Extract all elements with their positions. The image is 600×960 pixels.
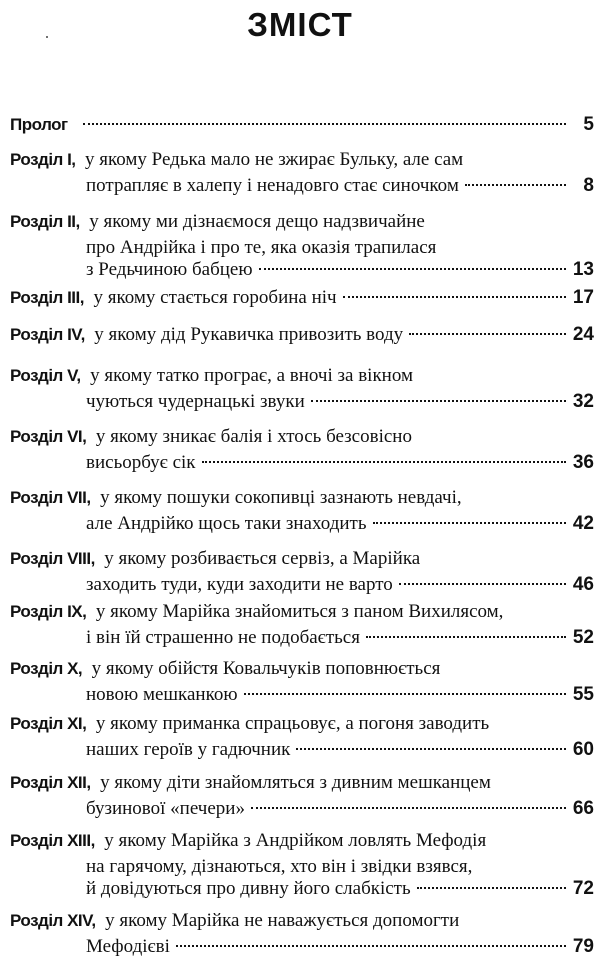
page-number: 24	[572, 324, 594, 345]
chapter-label: Розділ VIII,	[10, 549, 95, 568]
toc-entry-first-line	[10, 285, 594, 311]
chapter-description: у якому Марійка з Андрійком ловлять Мефодія	[104, 830, 487, 851]
chapter-label: Розділ XIII,	[10, 831, 95, 850]
toc-entry-line	[86, 796, 594, 822]
toc-entry-line	[86, 682, 594, 708]
chapter-description: у якому розбивається сервіз, а Марійка	[104, 548, 421, 569]
chapter-description: у якому пошуки сокопивці зазнають невдачі,	[100, 487, 462, 508]
chapter-description: і він їй страшенно не подобається	[86, 627, 360, 648]
toc-entry-line	[86, 173, 594, 199]
dot-leader	[366, 636, 566, 638]
chapter-description: й довідуються про дивну його слабкість	[86, 878, 411, 899]
toc-entry-line	[86, 572, 594, 598]
page-number: 42	[572, 513, 594, 534]
chapter-label: Розділ IX,	[10, 602, 87, 621]
page-number: 46	[572, 574, 594, 595]
toc-entry-line	[86, 737, 594, 763]
toc-entry-line	[86, 389, 594, 415]
dot-leader	[409, 333, 566, 335]
toc-entry-line	[86, 257, 594, 283]
toc-entry-line	[86, 876, 594, 902]
toc-entry-first-line	[10, 209, 594, 235]
page-number: 79	[572, 936, 594, 957]
dot-leader	[373, 522, 567, 524]
chapter-description: у якому татко програє, а вночі за вікном	[90, 365, 414, 386]
chapter-description: у якому Редька мало не зжирає Бульку, але сам	[85, 149, 464, 170]
toc-entry-first-line	[10, 656, 594, 682]
chapter-description: з Редьчиною бабцею	[86, 259, 253, 280]
page-number: 36	[572, 452, 594, 473]
chapter-label: Розділ I,	[10, 150, 76, 169]
chapter-description: висьорбує сік	[86, 452, 196, 473]
page-title: ЗМІСТ	[247, 6, 353, 43]
toc-entry-line	[86, 511, 594, 537]
dot-leader	[296, 748, 566, 750]
chapter-label: Розділ IV,	[10, 325, 85, 344]
chapter-label: Розділ V,	[10, 366, 81, 385]
page-number: 5	[583, 114, 594, 135]
toc-entry-first-line	[10, 711, 594, 737]
toc-entry-line	[86, 934, 594, 960]
page-number: 72	[572, 878, 594, 899]
page-number: 8	[583, 175, 594, 196]
chapter-description: заходить туди, куди заходити не варто	[86, 574, 393, 595]
toc-entry-first-line	[10, 424, 594, 450]
chapter-description: у якому дід Рукавичка привозить воду	[94, 324, 404, 345]
toc-entry-first-line	[10, 363, 594, 389]
toc-entry-first-line	[10, 147, 594, 173]
toc-entry-first-line	[10, 828, 594, 854]
page-number: 32	[572, 391, 594, 412]
page-number: 52	[572, 627, 594, 648]
dot-leader	[259, 268, 566, 270]
chapter-label: Розділ II,	[10, 212, 80, 231]
chapter-description: у якому зникає балія і хтось безсовісно	[95, 426, 412, 447]
chapter-description: але Андрійко щось таки знаходить	[86, 513, 367, 534]
chapter-description: у якому Марійка не наважується допомогти	[105, 910, 460, 931]
dot-leader	[311, 400, 566, 402]
chapter-description: новою мешканкою	[86, 684, 238, 705]
chapter-description: чуються чудернацькі звуки	[86, 391, 305, 412]
chapter-label: Пролог	[10, 115, 68, 134]
chapter-label: Розділ XIV,	[10, 911, 96, 930]
chapter-description: бузинової «печери»	[86, 798, 245, 819]
toc-entry-first-line	[10, 546, 594, 572]
toc-entry-line	[86, 625, 594, 651]
toc-entry-first-line	[10, 112, 594, 138]
chapter-description: на гарячому, дізнаються, хто він і звідки взявся,	[86, 856, 473, 877]
chapter-description: наших героїв у гадючник	[86, 739, 291, 760]
chapter-description: Мефодієві	[86, 936, 170, 957]
chapter-description: у якому ми дізнаємося дещо надзвичайне	[89, 211, 425, 232]
page-number: 66	[572, 798, 594, 819]
dot-leader	[343, 296, 566, 298]
toc-entry-first-line	[10, 599, 594, 625]
chapter-label: Розділ XI,	[10, 714, 87, 733]
page-number: 55	[572, 684, 594, 705]
chapter-label: Розділ VII,	[10, 488, 91, 507]
dot-leader	[244, 693, 566, 695]
toc-entry-first-line	[10, 908, 594, 934]
toc-entry-first-line	[10, 322, 594, 348]
dot-leader	[176, 945, 566, 947]
page-number: 60	[572, 739, 594, 760]
chapter-label: Розділ XII,	[10, 773, 91, 792]
page-number: 13	[572, 259, 594, 280]
toc-entry-first-line	[10, 770, 594, 796]
toc-entry-first-line	[10, 485, 594, 511]
dot-leader	[417, 887, 566, 889]
page-number: 17	[572, 287, 594, 308]
chapter-description: у якому діти знайомляться з дивним мешканцем	[100, 772, 491, 793]
chapter-description: у якому приманка спрацьовує, а погоня заводить	[95, 713, 490, 734]
dot-leader	[83, 123, 566, 125]
dot-leader	[202, 461, 566, 463]
dot-leader	[465, 184, 566, 186]
chapter-label: Розділ VI,	[10, 427, 87, 446]
dot-leader	[251, 807, 566, 809]
chapter-label: Розділ X,	[10, 659, 83, 678]
chapter-description: потрапляє в халепу і ненадовго стає синочком	[86, 175, 459, 196]
dot-leader	[399, 583, 566, 585]
toc-entry-line	[86, 450, 594, 476]
chapter-description: у якому Марійка знайомиться з паном Вихилясом,	[95, 601, 504, 622]
chapter-label: Розділ III,	[10, 288, 84, 307]
chapter-description: про Андрійка і про те, яка оказія трапилася	[86, 237, 437, 258]
chapter-description: у якому обійстя Ковальчуків поповнюється	[91, 658, 441, 679]
chapter-description: у якому стається горобина ніч	[93, 287, 337, 308]
